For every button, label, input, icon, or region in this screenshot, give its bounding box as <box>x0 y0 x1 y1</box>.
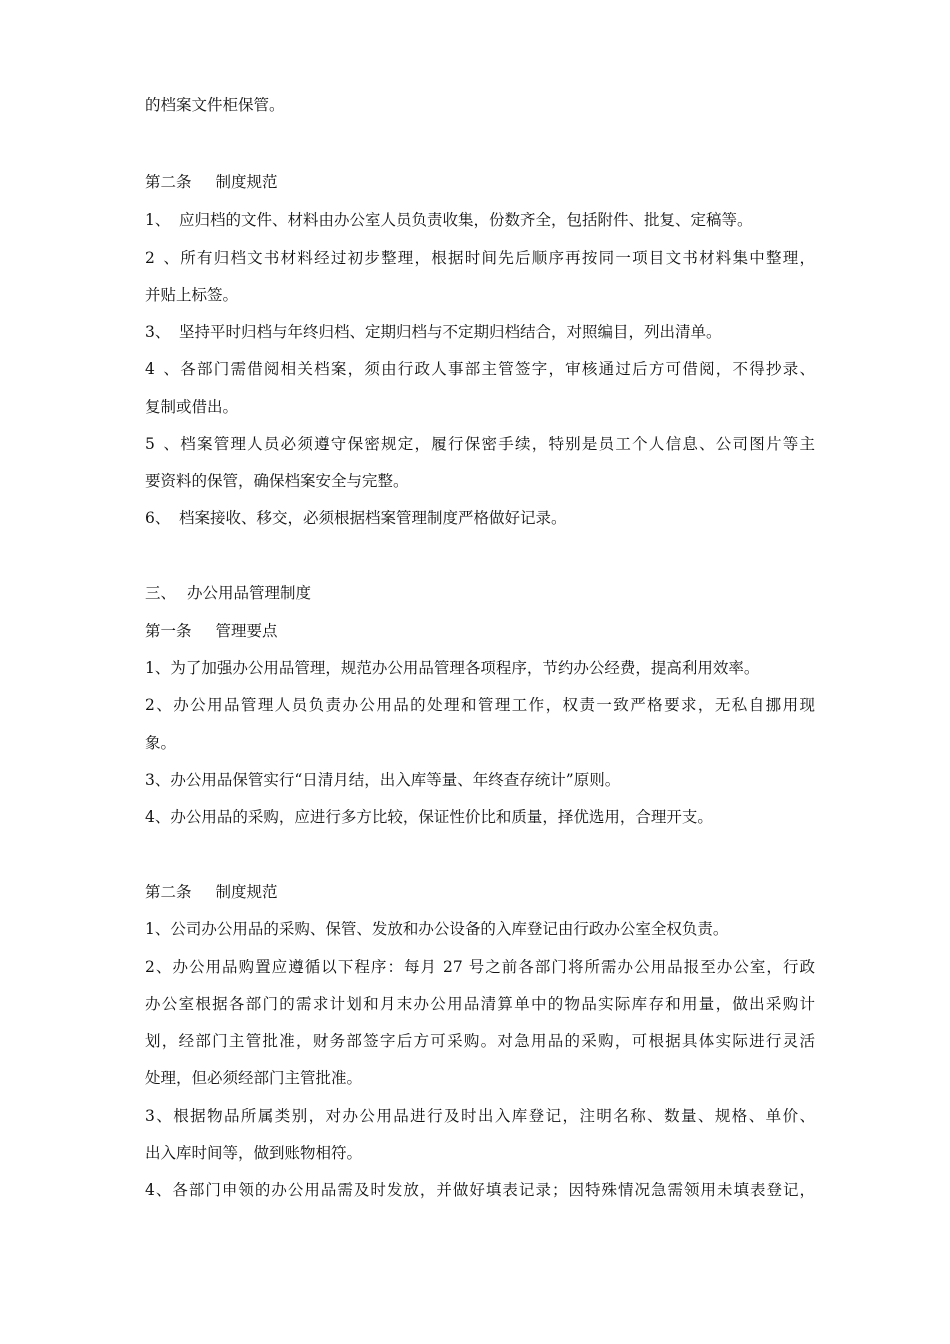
paragraph-line: 4、各部门申领的办公用品需及时发放，并做好填表记录；因特殊情况急需领用未填表登记， <box>145 1181 815 1199</box>
intro-line: 的档案文件柜保管。 <box>145 96 285 114</box>
item-continuation: 并贴上标签。 <box>145 286 239 304</box>
paragraph-line: 1、公司办公用品的采购、保管、发放和办公设备的入库登记由行政办公室全权负责。 <box>145 920 729 938</box>
article-title: 制度规范 <box>215 173 278 191</box>
item-text: 各部门需借阅相关档案，须由行政人事部主管签字，审核通过后方可借阅，不得抄录、 <box>179 360 815 378</box>
list-item <box>145 322 815 342</box>
article-number: 第一条 <box>145 622 192 640</box>
item-text: 所有归档文书材料经过初步整理，根据时间先后顺序再按同一项目文书材料集中整理， <box>179 249 815 267</box>
section-title: 办公用品管理制度 <box>187 584 312 602</box>
section-number: 三、 <box>145 584 177 602</box>
list-item <box>145 508 815 528</box>
item-number: 6、 <box>145 509 171 527</box>
article-heading <box>145 882 815 902</box>
item-continuation: 要资料的保管，确保档案安全与完整。 <box>145 472 409 490</box>
article-number: 第二条 <box>145 883 192 901</box>
paragraph-line: 办公室根据各部门的需求计划和月末办公用品清算单中的物品实际库存和用量，做出采购计 <box>145 995 815 1013</box>
item-text: 应归档的文件、材料由办公室人员负责收集，份数齐全，包括附件、批复、定稿等。 <box>179 211 753 229</box>
paragraph-line: 1、为了加强办公用品管理，规范办公用品管理各项程序，节约办公经费，提高利用效率。 <box>145 659 760 677</box>
article-heading <box>145 172 815 192</box>
paragraph-line: 处理，但必须经部门主管批准。 <box>145 1069 363 1087</box>
article-title: 管理要点 <box>215 622 278 640</box>
paragraph-line: 划，经部门主管批准，财务部签字后方可采购。对急用品的采购，可根据具体实际进行灵活 <box>145 1032 815 1050</box>
list-item <box>145 359 815 379</box>
paragraph-line: 3、办公用品保管实行“日清月结，出入库等量、年终查存统计”原则。 <box>145 771 621 789</box>
paragraph-line: 出入库时间等，做到账物相符。 <box>145 1144 363 1162</box>
article-title: 制度规范 <box>215 883 278 901</box>
paragraph-line: 2、办公用品购置应遵循以下程序：每月 27 号之前各部门将所需办公用品报至办公室，行政 <box>145 958 815 976</box>
item-number: 4、 <box>145 360 179 378</box>
item-number: 2、 <box>145 249 179 267</box>
item-text: 档案管理人员必须遵守保密规定，履行保密手续，特别是员工个人信息、公司图片等主 <box>179 435 815 453</box>
article-heading <box>145 621 815 641</box>
list-item <box>145 210 815 230</box>
paragraph-line: 3、根据物品所属类别，对办公用品进行及时出入库登记，注明名称、数量、规格、单价、 <box>145 1107 815 1125</box>
paragraph-line: 象。 <box>145 734 177 752</box>
item-number: 1、 <box>145 211 171 229</box>
item-number: 5、 <box>145 435 179 453</box>
item-continuation: 复制或借出。 <box>145 398 239 416</box>
list-item <box>145 434 815 454</box>
list-item <box>145 248 815 268</box>
section-heading <box>145 583 815 603</box>
article-number: 第二条 <box>145 173 192 191</box>
paragraph-line: 2、办公用品管理人员负责办公用品的处理和管理工作，权责一致严格要求，无私自挪用现 <box>145 696 815 714</box>
item-text: 坚持平时归档与年终归档、定期归档与不定期归档结合，对照编目，列出清单。 <box>179 323 722 341</box>
item-number: 3、 <box>145 323 171 341</box>
paragraph-line: 4、办公用品的采购，应进行多方比较，保证性价比和质量，择优选用，合理开支。 <box>145 808 713 826</box>
item-text: 档案接收、移交，必须根据档案管理制度严格做好记录。 <box>179 509 567 527</box>
